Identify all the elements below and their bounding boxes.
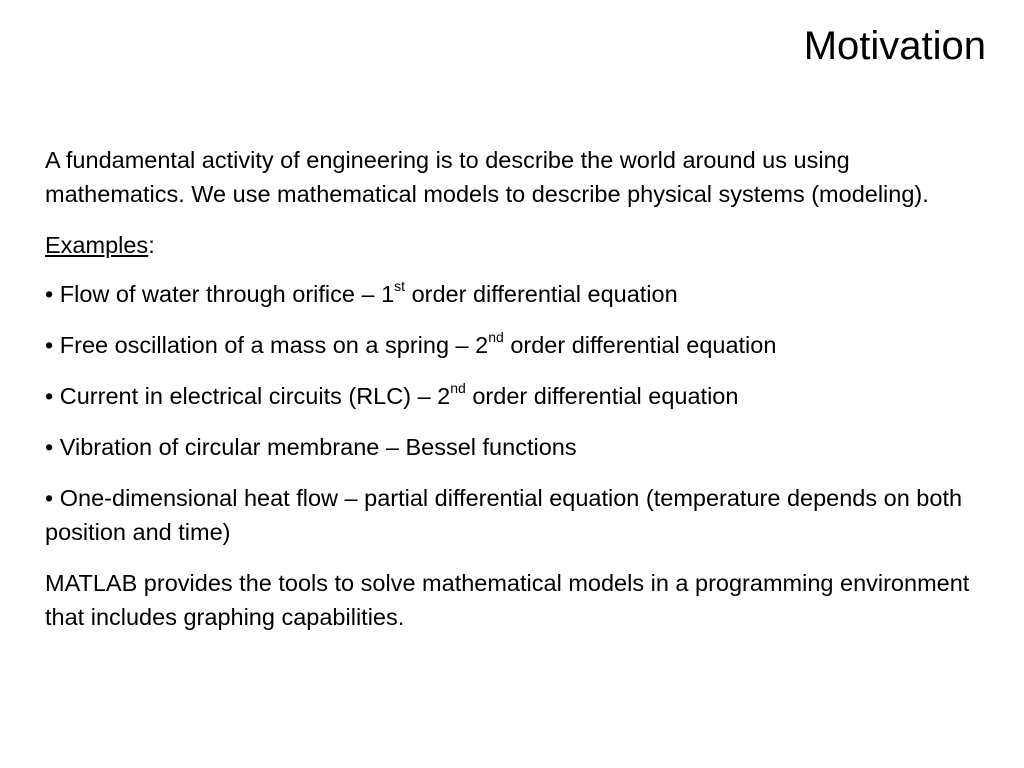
- bullet-marker: •: [45, 281, 54, 307]
- bullet-text: Vibration of circular membrane – Bessel functions: [59, 434, 577, 460]
- examples-label: Examples: [45, 232, 149, 258]
- bullet-item-rlc-circuit: [45, 379, 975, 413]
- bullet-item-mass-spring: [45, 328, 975, 362]
- bullet-text: Free oscillation of a mass on a spring – 2: [59, 332, 489, 358]
- bullet-marker: •: [45, 434, 54, 460]
- bullet-text: One-dimensional heat flow – partial differential equation (temperature depends on both position and time): [45, 485, 963, 545]
- slide-title: Motivation: [803, 24, 986, 68]
- bullet-text-tail: order differential equation: [405, 281, 678, 307]
- ordinal-suffix: nd: [450, 380, 466, 397]
- bullet-item-orifice-flow: [45, 277, 975, 311]
- examples-colon: :: [148, 232, 155, 258]
- intro-paragraph: A fundamental activity of engineering is to describe the world around us using mathematics. We use mathematical models to describe physical systems (modeling).: [45, 147, 929, 207]
- bullet-marker: •: [45, 485, 54, 511]
- slide-body: [45, 143, 975, 651]
- bullet-text-tail: order differential equation: [503, 332, 777, 358]
- bullet-marker: •: [45, 383, 54, 409]
- examples-heading: [45, 228, 975, 262]
- bullet-text-tail: order differential equation: [465, 383, 739, 409]
- bullet-text: Current in electrical circuits (RLC) – 2: [59, 383, 451, 409]
- bullet-item-heat-flow: [45, 481, 975, 549]
- ordinal-suffix: nd: [488, 329, 504, 346]
- bullet-text: Flow of water through orifice – 1: [59, 281, 395, 307]
- bullet-item-membrane: [45, 430, 975, 464]
- closing-paragraph: MATLAB provides the tools to solve mathematical models in a programming environment that includes graphing capabilities.: [45, 570, 970, 630]
- ordinal-suffix: st: [394, 278, 406, 295]
- bullet-marker: •: [45, 332, 54, 358]
